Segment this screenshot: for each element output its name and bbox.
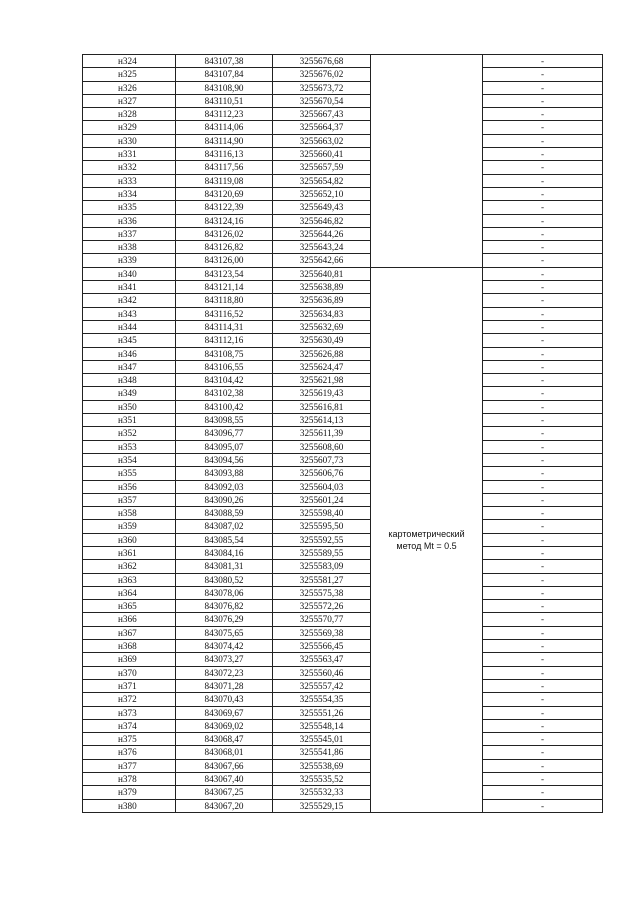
y-coordinate-cell: 3255606,76 [273, 467, 371, 480]
y-coordinate-cell: 3255652,10 [273, 187, 371, 200]
table-row [83, 427, 603, 440]
dash-cell: - [483, 227, 603, 240]
dash-cell: - [483, 334, 603, 347]
table-row [83, 227, 603, 240]
x-coordinate-cell: 843068,47 [176, 733, 273, 746]
dash-cell: - [483, 241, 603, 254]
table-row [83, 719, 603, 732]
x-coordinate-cell: 843121,14 [176, 281, 273, 294]
point-id-cell: н326 [83, 81, 176, 94]
dash-cell: - [483, 586, 603, 599]
y-coordinate-cell: 3255575,38 [273, 586, 371, 599]
y-coordinate-cell: 3255569,38 [273, 626, 371, 639]
y-coordinate-cell: 3255660,41 [273, 148, 371, 161]
dash-cell: - [483, 773, 603, 786]
y-coordinate-cell: 3255545,01 [273, 733, 371, 746]
x-coordinate-cell: 843123,54 [176, 267, 273, 280]
dash-cell: - [483, 600, 603, 613]
x-coordinate-cell: 843067,20 [176, 799, 273, 812]
table-row [83, 679, 603, 692]
x-coordinate-cell: 843106,55 [176, 360, 273, 373]
table-row [83, 108, 603, 121]
dash-cell: - [483, 307, 603, 320]
point-id-cell: н350 [83, 400, 176, 413]
point-id-cell: н374 [83, 719, 176, 732]
y-coordinate-cell: 3255535,52 [273, 773, 371, 786]
dash-cell: - [483, 187, 603, 200]
table-row [83, 799, 603, 812]
x-coordinate-cell: 843076,29 [176, 613, 273, 626]
dash-cell: - [483, 546, 603, 559]
table-row [83, 187, 603, 200]
x-coordinate-cell: 843108,90 [176, 81, 273, 94]
y-coordinate-cell: 3255614,13 [273, 414, 371, 427]
coordinates-table [82, 54, 603, 813]
table-row [83, 693, 603, 706]
table-row [83, 55, 603, 68]
y-coordinate-cell: 3255670,54 [273, 94, 371, 107]
dash-cell: - [483, 759, 603, 772]
dash-cell: - [483, 507, 603, 520]
point-id-cell: н375 [83, 733, 176, 746]
table-row [83, 453, 603, 466]
dash-cell: - [483, 480, 603, 493]
x-coordinate-cell: 843087,02 [176, 520, 273, 533]
x-coordinate-cell: 843102,38 [176, 387, 273, 400]
dash-cell: - [483, 347, 603, 360]
table-row [83, 134, 603, 147]
point-id-cell: н334 [83, 187, 176, 200]
y-coordinate-cell: 3255673,72 [273, 81, 371, 94]
point-id-cell: н365 [83, 600, 176, 613]
table-row [83, 254, 603, 267]
dash-cell: - [483, 533, 603, 546]
table-row [83, 546, 603, 559]
dash-cell: - [483, 254, 603, 267]
dash-cell: - [483, 560, 603, 573]
x-coordinate-cell: 843096,77 [176, 427, 273, 440]
table-row [83, 666, 603, 679]
point-id-cell: н336 [83, 214, 176, 227]
x-coordinate-cell: 843116,52 [176, 307, 273, 320]
dash-cell: - [483, 733, 603, 746]
y-coordinate-cell: 3255619,43 [273, 387, 371, 400]
dash-cell: - [483, 746, 603, 759]
dash-cell: - [483, 613, 603, 626]
y-coordinate-cell: 3255664,37 [273, 121, 371, 134]
y-coordinate-cell: 3255626,88 [273, 347, 371, 360]
y-coordinate-cell: 3255572,26 [273, 600, 371, 613]
dash-cell: - [483, 706, 603, 719]
point-id-cell: н367 [83, 626, 176, 639]
point-id-cell: н373 [83, 706, 176, 719]
y-coordinate-cell: 3255644,26 [273, 227, 371, 240]
y-coordinate-cell: 3255601,24 [273, 493, 371, 506]
point-id-cell: н360 [83, 533, 176, 546]
x-coordinate-cell: 843067,66 [176, 759, 273, 772]
table-row [83, 520, 603, 533]
table-row [83, 560, 603, 573]
table-row [83, 773, 603, 786]
point-id-cell: н366 [83, 613, 176, 626]
x-coordinate-cell: 843085,54 [176, 533, 273, 546]
x-coordinate-cell: 843118,80 [176, 294, 273, 307]
table-row [83, 307, 603, 320]
dash-cell: - [483, 520, 603, 533]
x-coordinate-cell: 843095,07 [176, 440, 273, 453]
x-coordinate-cell: 843092,03 [176, 480, 273, 493]
point-id-cell: н377 [83, 759, 176, 772]
y-coordinate-cell: 3255667,43 [273, 108, 371, 121]
x-coordinate-cell: 843081,31 [176, 560, 273, 573]
x-coordinate-cell: 843098,55 [176, 414, 273, 427]
dash-cell: - [483, 108, 603, 121]
point-id-cell: н371 [83, 679, 176, 692]
x-coordinate-cell: 843093,88 [176, 467, 273, 480]
y-coordinate-cell: 3255646,82 [273, 214, 371, 227]
method-label-line2: метод Mt = 0.5 [396, 540, 457, 551]
table-row [83, 267, 603, 280]
x-coordinate-cell: 843074,42 [176, 640, 273, 653]
point-id-cell: н337 [83, 227, 176, 240]
point-id-cell: н346 [83, 347, 176, 360]
table-row [83, 786, 603, 799]
x-coordinate-cell: 843080,52 [176, 573, 273, 586]
x-coordinate-cell: 843068,01 [176, 746, 273, 759]
y-coordinate-cell: 3255657,59 [273, 161, 371, 174]
x-coordinate-cell: 843114,31 [176, 320, 273, 333]
x-coordinate-cell: 843112,23 [176, 108, 273, 121]
point-id-cell: н372 [83, 693, 176, 706]
y-coordinate-cell: 3255529,15 [273, 799, 371, 812]
table-row [83, 573, 603, 586]
table-row [83, 148, 603, 161]
point-id-cell: н332 [83, 161, 176, 174]
x-coordinate-cell: 843107,38 [176, 55, 273, 68]
y-coordinate-cell: 3255532,33 [273, 786, 371, 799]
dash-cell: - [483, 493, 603, 506]
point-id-cell: н376 [83, 746, 176, 759]
x-coordinate-cell: 843114,90 [176, 134, 273, 147]
table-row [83, 334, 603, 347]
table-row [83, 613, 603, 626]
table-row [83, 294, 603, 307]
table-row [83, 94, 603, 107]
y-coordinate-cell: 3255566,45 [273, 640, 371, 653]
table-row [83, 360, 603, 373]
dash-cell: - [483, 666, 603, 679]
y-coordinate-cell: 3255589,55 [273, 546, 371, 559]
dash-cell: - [483, 653, 603, 666]
table-row [83, 600, 603, 613]
point-id-cell: н329 [83, 121, 176, 134]
table-row [83, 759, 603, 772]
x-coordinate-cell: 843126,82 [176, 241, 273, 254]
dash-cell: - [483, 374, 603, 387]
y-coordinate-cell: 3255636,89 [273, 294, 371, 307]
x-coordinate-cell: 843084,16 [176, 546, 273, 559]
table-row [83, 320, 603, 333]
coordinates-table-body [83, 55, 603, 813]
dash-cell: - [483, 201, 603, 214]
point-id-cell: н352 [83, 427, 176, 440]
dash-cell: - [483, 440, 603, 453]
y-coordinate-cell: 3255595,50 [273, 520, 371, 533]
dash-cell: - [483, 719, 603, 732]
x-coordinate-cell: 843112,16 [176, 334, 273, 347]
x-coordinate-cell: 843114,06 [176, 121, 273, 134]
dash-cell: - [483, 174, 603, 187]
dash-cell: - [483, 294, 603, 307]
table-row [83, 201, 603, 214]
y-coordinate-cell: 3255632,69 [273, 320, 371, 333]
y-coordinate-cell: 3255663,02 [273, 134, 371, 147]
x-coordinate-cell: 843094,56 [176, 453, 273, 466]
point-id-cell: н364 [83, 586, 176, 599]
table-row [83, 733, 603, 746]
y-coordinate-cell: 3255621,98 [273, 374, 371, 387]
table-row [83, 281, 603, 294]
x-coordinate-cell: 843069,67 [176, 706, 273, 719]
dash-cell: - [483, 626, 603, 639]
x-coordinate-cell: 843071,28 [176, 679, 273, 692]
point-id-cell: н351 [83, 414, 176, 427]
point-id-cell: н325 [83, 68, 176, 81]
x-coordinate-cell: 843069,02 [176, 719, 273, 732]
table-row [83, 480, 603, 493]
point-id-cell: н341 [83, 281, 176, 294]
y-coordinate-cell: 3255607,73 [273, 453, 371, 466]
method-cell [371, 267, 483, 812]
table-row [83, 400, 603, 413]
method-label-line1: картометрический [388, 528, 465, 539]
table-row [83, 746, 603, 759]
table-row [83, 374, 603, 387]
table-row [83, 533, 603, 546]
y-coordinate-cell: 3255592,55 [273, 533, 371, 546]
point-id-cell: н356 [83, 480, 176, 493]
point-id-cell: н342 [83, 294, 176, 307]
table-row [83, 174, 603, 187]
point-id-cell: н333 [83, 174, 176, 187]
x-coordinate-cell: 843117,56 [176, 161, 273, 174]
dash-cell: - [483, 320, 603, 333]
y-coordinate-cell: 3255538,69 [273, 759, 371, 772]
x-coordinate-cell: 843108,75 [176, 347, 273, 360]
table-row [83, 161, 603, 174]
x-coordinate-cell: 843076,82 [176, 600, 273, 613]
dash-cell: - [483, 134, 603, 147]
y-coordinate-cell: 3255640,81 [273, 267, 371, 280]
point-id-cell: н348 [83, 374, 176, 387]
y-coordinate-cell: 3255624,47 [273, 360, 371, 373]
x-coordinate-cell: 843122,39 [176, 201, 273, 214]
table-row [83, 81, 603, 94]
dash-cell: - [483, 799, 603, 812]
dash-cell: - [483, 387, 603, 400]
table-row [83, 214, 603, 227]
x-coordinate-cell: 843124,16 [176, 214, 273, 227]
dash-cell: - [483, 121, 603, 134]
x-coordinate-cell: 843107,84 [176, 68, 273, 81]
x-coordinate-cell: 843110,51 [176, 94, 273, 107]
point-id-cell: н358 [83, 507, 176, 520]
y-coordinate-cell: 3255570,77 [273, 613, 371, 626]
y-coordinate-cell: 3255630,49 [273, 334, 371, 347]
x-coordinate-cell: 843073,27 [176, 653, 273, 666]
y-coordinate-cell: 3255548,14 [273, 719, 371, 732]
y-coordinate-cell: 3255557,42 [273, 679, 371, 692]
x-coordinate-cell: 843116,13 [176, 148, 273, 161]
dash-cell: - [483, 786, 603, 799]
point-id-cell: н380 [83, 799, 176, 812]
x-coordinate-cell: 843126,02 [176, 227, 273, 240]
x-coordinate-cell: 843119,08 [176, 174, 273, 187]
table-row [83, 493, 603, 506]
dash-cell: - [483, 427, 603, 440]
method-label [375, 528, 478, 553]
table-row [83, 68, 603, 81]
x-coordinate-cell: 843075,65 [176, 626, 273, 639]
dash-cell: - [483, 400, 603, 413]
y-coordinate-cell: 3255608,60 [273, 440, 371, 453]
point-id-cell: н354 [83, 453, 176, 466]
table-row [83, 640, 603, 653]
point-id-cell: н379 [83, 786, 176, 799]
point-id-cell: н331 [83, 148, 176, 161]
point-id-cell: н327 [83, 94, 176, 107]
x-coordinate-cell: 843072,23 [176, 666, 273, 679]
x-coordinate-cell: 843120,69 [176, 187, 273, 200]
x-coordinate-cell: 843090,26 [176, 493, 273, 506]
y-coordinate-cell: 3255676,02 [273, 68, 371, 81]
table-row [83, 706, 603, 719]
point-id-cell: н355 [83, 467, 176, 480]
method-cell-empty [371, 55, 483, 268]
dash-cell: - [483, 573, 603, 586]
point-id-cell: н340 [83, 267, 176, 280]
point-id-cell: н343 [83, 307, 176, 320]
table-row [83, 414, 603, 427]
table-row [83, 467, 603, 480]
table-row [83, 507, 603, 520]
dash-cell: - [483, 281, 603, 294]
point-id-cell: н369 [83, 653, 176, 666]
point-id-cell: н344 [83, 320, 176, 333]
y-coordinate-cell: 3255642,66 [273, 254, 371, 267]
y-coordinate-cell: 3255554,35 [273, 693, 371, 706]
dash-cell: - [483, 693, 603, 706]
y-coordinate-cell: 3255616,81 [273, 400, 371, 413]
point-id-cell: н339 [83, 254, 176, 267]
y-coordinate-cell: 3255604,03 [273, 480, 371, 493]
dash-cell: - [483, 267, 603, 280]
table-row [83, 241, 603, 254]
point-id-cell: н359 [83, 520, 176, 533]
y-coordinate-cell: 3255638,89 [273, 281, 371, 294]
point-id-cell: н345 [83, 334, 176, 347]
y-coordinate-cell: 3255563,47 [273, 653, 371, 666]
point-id-cell: н370 [83, 666, 176, 679]
y-coordinate-cell: 3255560,46 [273, 666, 371, 679]
point-id-cell: н357 [83, 493, 176, 506]
x-coordinate-cell: 843104,42 [176, 374, 273, 387]
y-coordinate-cell: 3255676,68 [273, 55, 371, 68]
dash-cell: - [483, 68, 603, 81]
y-coordinate-cell: 3255598,40 [273, 507, 371, 520]
y-coordinate-cell: 3255654,82 [273, 174, 371, 187]
point-id-cell: н324 [83, 55, 176, 68]
dash-cell: - [483, 640, 603, 653]
table-row [83, 586, 603, 599]
dash-cell: - [483, 94, 603, 107]
y-coordinate-cell: 3255583,09 [273, 560, 371, 573]
dash-cell: - [483, 148, 603, 161]
table-row [83, 653, 603, 666]
dash-cell: - [483, 161, 603, 174]
table-row [83, 121, 603, 134]
point-id-cell: н347 [83, 360, 176, 373]
table-row [83, 387, 603, 400]
point-id-cell: н368 [83, 640, 176, 653]
y-coordinate-cell: 3255551,26 [273, 706, 371, 719]
dash-cell: - [483, 467, 603, 480]
dash-cell: - [483, 679, 603, 692]
table-row [83, 347, 603, 360]
point-id-cell: н349 [83, 387, 176, 400]
point-id-cell: н330 [83, 134, 176, 147]
dash-cell: - [483, 414, 603, 427]
dash-cell: - [483, 453, 603, 466]
dash-cell: - [483, 214, 603, 227]
x-coordinate-cell: 843067,40 [176, 773, 273, 786]
y-coordinate-cell: 3255643,24 [273, 241, 371, 254]
point-id-cell: н353 [83, 440, 176, 453]
point-id-cell: н335 [83, 201, 176, 214]
y-coordinate-cell: 3255634,83 [273, 307, 371, 320]
x-coordinate-cell: 843088,59 [176, 507, 273, 520]
point-id-cell: н363 [83, 573, 176, 586]
y-coordinate-cell: 3255541,86 [273, 746, 371, 759]
y-coordinate-cell: 3255649,43 [273, 201, 371, 214]
x-coordinate-cell: 843070,43 [176, 693, 273, 706]
dash-cell: - [483, 55, 603, 68]
x-coordinate-cell: 843067,25 [176, 786, 273, 799]
x-coordinate-cell: 843100,42 [176, 400, 273, 413]
x-coordinate-cell: 843126,00 [176, 254, 273, 267]
dash-cell: - [483, 360, 603, 373]
y-coordinate-cell: 3255581,27 [273, 573, 371, 586]
table-row [83, 626, 603, 639]
point-id-cell: н328 [83, 108, 176, 121]
point-id-cell: н362 [83, 560, 176, 573]
point-id-cell: н361 [83, 546, 176, 559]
dash-cell: - [483, 81, 603, 94]
point-id-cell: н338 [83, 241, 176, 254]
x-coordinate-cell: 843078,06 [176, 586, 273, 599]
table-row [83, 440, 603, 453]
point-id-cell: н378 [83, 773, 176, 786]
y-coordinate-cell: 3255611,39 [273, 427, 371, 440]
